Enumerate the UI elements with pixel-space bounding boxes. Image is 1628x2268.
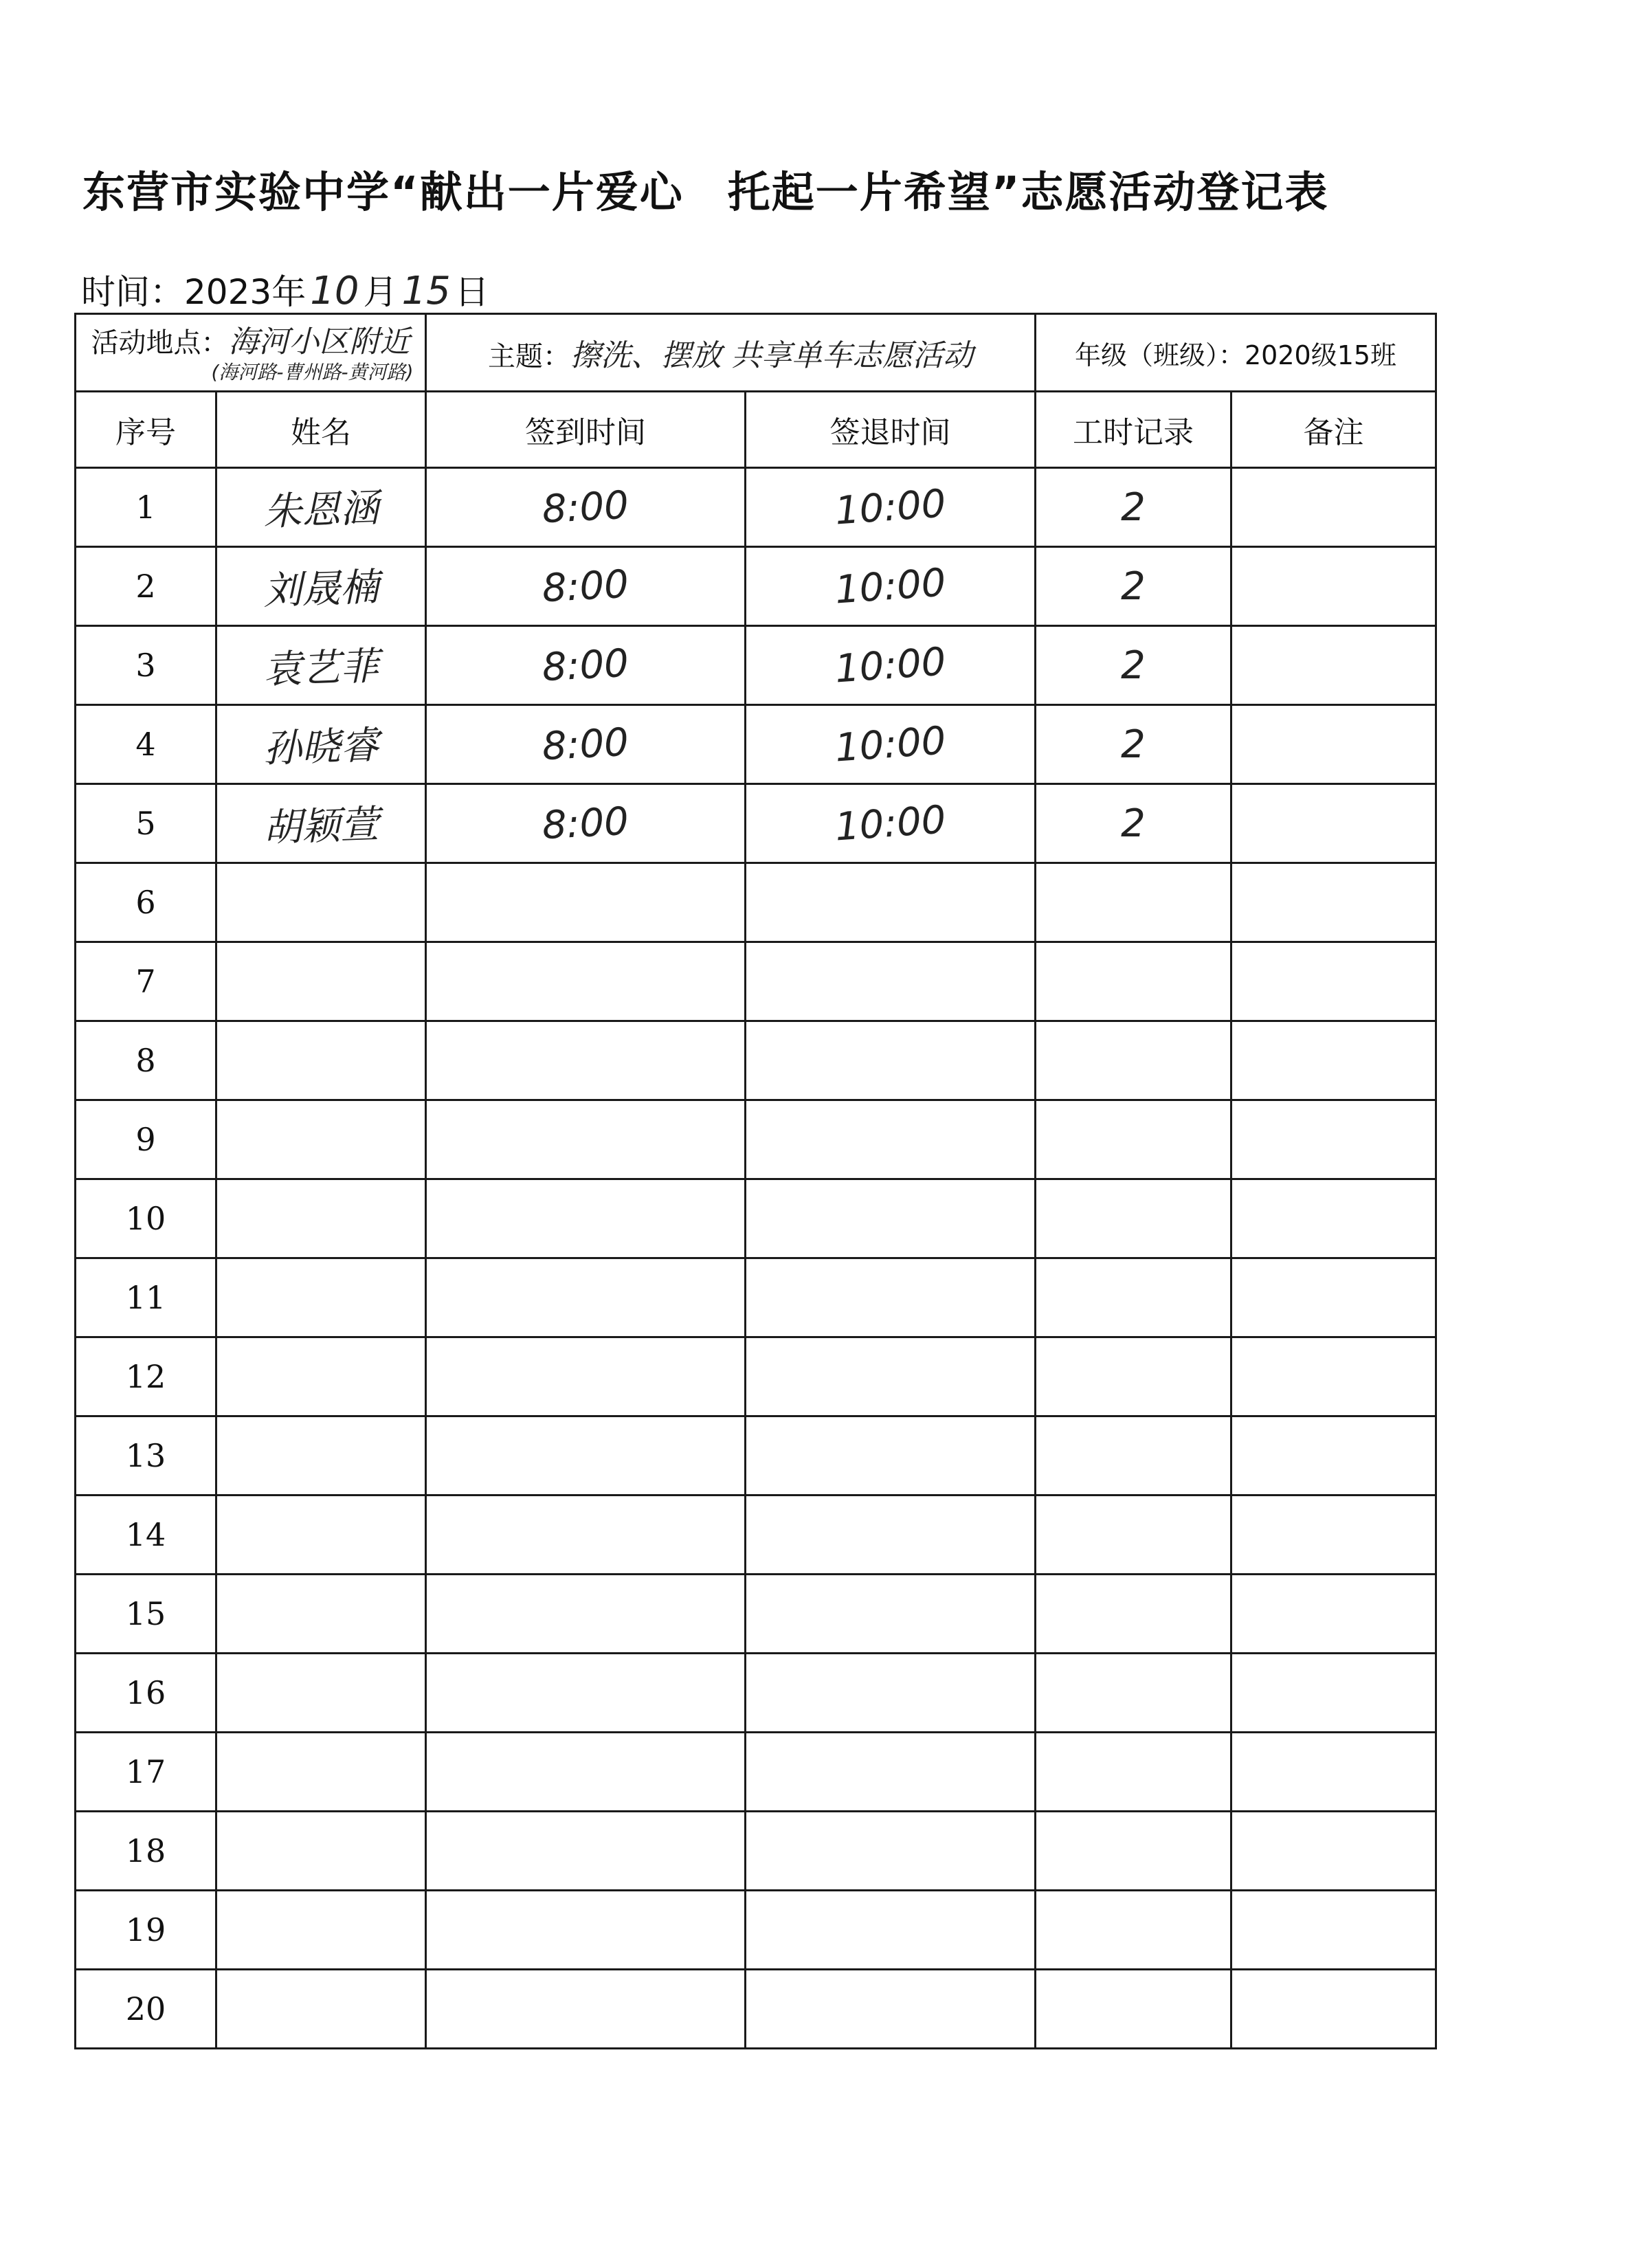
note-cell xyxy=(1231,784,1436,863)
checkout-time: 10:00 xyxy=(833,718,948,771)
row-number: 14 xyxy=(125,1516,166,1553)
col-header-checkout: 签退时间 xyxy=(746,392,1036,468)
work-hours-cell xyxy=(1036,1179,1231,1258)
date-year: 2023年 xyxy=(184,272,306,312)
checkout-time-cell xyxy=(746,1654,1036,1733)
checkout-time: 10:00 xyxy=(833,480,948,534)
date-line xyxy=(81,265,489,314)
work-hours-cell xyxy=(1036,1496,1231,1575)
topic-label: 主题： xyxy=(488,341,570,373)
note-cell xyxy=(1231,1733,1436,1812)
table-row xyxy=(76,1970,1436,2049)
volunteer-name-cell xyxy=(216,705,426,784)
topic-value: 擦洗、摆放 共享单车志愿活动 xyxy=(570,338,973,373)
note-cell xyxy=(1231,1021,1436,1100)
row-number-cell xyxy=(76,547,216,626)
checkin-time-cell xyxy=(426,1179,746,1258)
work-hours-cell xyxy=(1036,705,1231,784)
volunteer-name-cell xyxy=(216,1100,426,1179)
row-number-cell xyxy=(76,1021,216,1100)
row-number-cell xyxy=(76,626,216,705)
note-cell xyxy=(1231,1416,1436,1496)
date-label: 时间： xyxy=(81,272,184,312)
checkin-time-cell xyxy=(426,1258,746,1337)
table-row xyxy=(76,547,1436,626)
table-row xyxy=(76,863,1436,942)
volunteer-name: 刘晟楠 xyxy=(263,565,380,614)
table-row xyxy=(76,1021,1436,1100)
checkout-time-cell xyxy=(746,1575,1036,1654)
location-label: 活动地点： xyxy=(91,326,229,359)
volunteer-name-cell xyxy=(216,1891,426,1970)
note-cell xyxy=(1231,1812,1436,1891)
checkout-time-cell xyxy=(746,1416,1036,1496)
note-cell xyxy=(1231,863,1436,942)
info-row xyxy=(76,314,1436,392)
col-header-hours: 工时记录 xyxy=(1036,392,1231,468)
checkout-time-cell xyxy=(746,1258,1036,1337)
table-row xyxy=(76,626,1436,705)
col-header-notes: 备注 xyxy=(1231,392,1436,468)
note-cell xyxy=(1231,705,1436,784)
table-row xyxy=(76,942,1436,1021)
volunteer-name-cell xyxy=(216,626,426,705)
table-row xyxy=(76,1416,1436,1496)
checkin-time-cell xyxy=(426,1654,746,1733)
work-hours-cell xyxy=(1036,1258,1231,1337)
date-day-handwritten: 15 xyxy=(401,269,451,313)
checkin-time-cell xyxy=(426,547,746,626)
col-header-checkin: 签到时间 xyxy=(426,392,746,468)
checkout-time-cell xyxy=(746,942,1036,1021)
volunteer-name: 胡颖萱 xyxy=(263,802,380,851)
topic-cell xyxy=(426,314,1036,392)
checkout-time-cell xyxy=(746,1021,1036,1100)
row-number: 8 xyxy=(135,1042,156,1079)
work-hours-cell xyxy=(1036,1654,1231,1733)
checkout-time-cell xyxy=(746,468,1036,547)
row-number: 6 xyxy=(135,884,156,921)
table-row xyxy=(76,1891,1436,1970)
row-number-cell xyxy=(76,1179,216,1258)
volunteer-name-cell xyxy=(216,1496,426,1575)
col-header-name: 姓名 xyxy=(216,392,426,468)
row-number-cell xyxy=(76,942,216,1021)
volunteer-name-cell xyxy=(216,1337,426,1416)
checkin-time-cell xyxy=(426,1021,746,1100)
note-cell xyxy=(1231,1891,1436,1970)
checkin-time-cell xyxy=(426,626,746,705)
table-row xyxy=(76,1654,1436,1733)
row-number: 10 xyxy=(125,1200,166,1237)
row-number: 9 xyxy=(135,1121,156,1158)
row-number-cell xyxy=(76,705,216,784)
date-day-unit: 日 xyxy=(454,272,489,312)
checkin-time-cell xyxy=(426,468,746,547)
checkout-time-cell xyxy=(746,1337,1036,1416)
note-cell xyxy=(1231,1179,1436,1258)
row-number: 1 xyxy=(135,489,156,526)
checkin-time-cell xyxy=(426,942,746,1021)
note-cell xyxy=(1231,1100,1436,1179)
note-cell xyxy=(1231,547,1436,626)
header-row xyxy=(76,392,1436,468)
volunteer-name-cell xyxy=(216,1021,426,1100)
checkout-time-cell xyxy=(746,1100,1036,1179)
table-row xyxy=(76,1733,1436,1812)
volunteer-name-cell xyxy=(216,863,426,942)
checkin-time: 8:00 xyxy=(541,562,630,611)
row-number: 18 xyxy=(125,1832,166,1869)
volunteer-name-cell xyxy=(216,1733,426,1812)
work-hours-cell xyxy=(1036,1891,1231,1970)
volunteer-name: 袁艺菲 xyxy=(263,644,380,693)
table-row xyxy=(76,705,1436,784)
volunteer-name-cell xyxy=(216,1179,426,1258)
row-number-cell xyxy=(76,468,216,547)
checkout-time: 10:00 xyxy=(833,797,948,850)
checkout-time-cell xyxy=(746,863,1036,942)
row-number-cell xyxy=(76,1812,216,1891)
row-number: 17 xyxy=(125,1753,166,1790)
checkout-time-cell xyxy=(746,705,1036,784)
work-hours-cell xyxy=(1036,1812,1231,1891)
row-number: 13 xyxy=(125,1437,166,1474)
checkin-time-cell xyxy=(426,863,746,942)
row-number: 2 xyxy=(135,568,156,605)
row-number: 5 xyxy=(135,805,156,842)
work-hours: 2 xyxy=(1121,722,1146,767)
checkin-time-cell xyxy=(426,1337,746,1416)
row-number-cell xyxy=(76,1337,216,1416)
checkout-time-cell xyxy=(746,1891,1036,1970)
checkin-time: 8:00 xyxy=(541,641,630,690)
work-hours: 2 xyxy=(1121,564,1146,609)
row-number-cell xyxy=(76,1100,216,1179)
volunteer-name-cell xyxy=(216,1416,426,1496)
work-hours: 2 xyxy=(1121,485,1146,530)
checkout-time-cell xyxy=(746,1812,1036,1891)
work-hours-cell xyxy=(1036,1100,1231,1179)
row-number: 20 xyxy=(125,1990,166,2027)
row-number-cell xyxy=(76,1575,216,1654)
volunteer-name-cell xyxy=(216,1970,426,2049)
note-cell xyxy=(1231,1496,1436,1575)
row-number-cell xyxy=(76,1496,216,1575)
volunteer-name: 朱恩涵 xyxy=(263,486,380,535)
row-number: 4 xyxy=(135,726,156,763)
work-hours-cell xyxy=(1036,784,1231,863)
grade-value: 2020级15班 xyxy=(1244,340,1397,370)
volunteer-name-cell xyxy=(216,468,426,547)
row-number: 12 xyxy=(125,1358,166,1395)
checkout-time-cell xyxy=(746,1733,1036,1812)
table-row xyxy=(76,1100,1436,1179)
table-row xyxy=(76,468,1436,547)
row-number-cell xyxy=(76,1970,216,2049)
checkin-time: 8:00 xyxy=(541,482,630,532)
row-number-cell xyxy=(76,1416,216,1496)
row-number: 15 xyxy=(125,1595,166,1632)
table-row xyxy=(76,1179,1436,1258)
checkin-time-cell xyxy=(426,1100,746,1179)
work-hours-cell xyxy=(1036,1021,1231,1100)
checkout-time-cell xyxy=(746,1496,1036,1575)
checkin-time-cell xyxy=(426,1812,746,1891)
checkout-time-cell xyxy=(746,1970,1036,2049)
checkin-time-cell xyxy=(426,1416,746,1496)
registration-table xyxy=(74,313,1437,2049)
work-hours-cell xyxy=(1036,1416,1231,1496)
grade-label: 年级（班级）： xyxy=(1074,340,1245,370)
row-number-cell xyxy=(76,1891,216,1970)
date-month-unit: 月 xyxy=(363,272,398,312)
checkin-time-cell xyxy=(426,784,746,863)
checkout-time: 10:00 xyxy=(833,638,948,692)
row-number: 7 xyxy=(135,963,156,1000)
table-row xyxy=(76,1258,1436,1337)
volunteer-name-cell xyxy=(216,547,426,626)
work-hours-cell xyxy=(1036,863,1231,942)
work-hours: 2 xyxy=(1121,643,1146,688)
table-row xyxy=(76,1337,1436,1416)
row-number: 19 xyxy=(125,1911,166,1948)
row-number: 16 xyxy=(125,1674,166,1711)
row-number: 3 xyxy=(135,647,156,684)
table-row xyxy=(76,1575,1436,1654)
volunteer-name-cell xyxy=(216,1258,426,1337)
volunteer-name-cell xyxy=(216,1812,426,1891)
row-number-cell xyxy=(76,1654,216,1733)
note-cell xyxy=(1231,1337,1436,1416)
date-month-handwritten: 10 xyxy=(310,269,359,313)
row-number-cell xyxy=(76,784,216,863)
location-detail: (海河路-曹州路-黄河路) xyxy=(211,360,414,383)
checkin-time-cell xyxy=(426,1496,746,1575)
checkin-time-cell xyxy=(426,1891,746,1970)
table-row xyxy=(76,784,1436,863)
row-number: 11 xyxy=(125,1279,166,1316)
work-hours-cell xyxy=(1036,942,1231,1021)
note-cell xyxy=(1231,1654,1436,1733)
checkin-time-cell xyxy=(426,1970,746,2049)
checkout-time-cell xyxy=(746,784,1036,863)
work-hours-cell xyxy=(1036,1733,1231,1812)
checkout-time-cell xyxy=(746,626,1036,705)
location-value: 海河小区附近 xyxy=(228,324,410,359)
location-cell xyxy=(76,314,426,392)
volunteer-name-cell xyxy=(216,784,426,863)
note-cell xyxy=(1231,1575,1436,1654)
checkin-time-cell xyxy=(426,1733,746,1812)
checkin-time: 8:00 xyxy=(541,720,630,769)
note-cell xyxy=(1231,626,1436,705)
checkout-time-cell xyxy=(746,547,1036,626)
work-hours: 2 xyxy=(1121,801,1146,846)
col-header-number: 序号 xyxy=(76,392,216,468)
work-hours-cell xyxy=(1036,1337,1231,1416)
grade-cell xyxy=(1036,314,1436,392)
note-cell xyxy=(1231,1258,1436,1337)
checkout-time: 10:00 xyxy=(833,559,948,613)
row-number-cell xyxy=(76,1258,216,1337)
checkin-time: 8:00 xyxy=(541,799,630,848)
table-row xyxy=(76,1812,1436,1891)
volunteer-name-cell xyxy=(216,1575,426,1654)
note-cell xyxy=(1231,1970,1436,2049)
form-title: 东营市实验中学“献出一片爱心 托起一片希望”志愿活动登记表 xyxy=(82,167,1329,217)
work-hours-cell xyxy=(1036,468,1231,547)
volunteer-name-cell xyxy=(216,1654,426,1733)
note-cell xyxy=(1231,468,1436,547)
row-number-cell xyxy=(76,863,216,942)
table-row xyxy=(76,1496,1436,1575)
checkout-time-cell xyxy=(746,1179,1036,1258)
work-hours-cell xyxy=(1036,547,1231,626)
work-hours-cell xyxy=(1036,626,1231,705)
note-cell xyxy=(1231,942,1436,1021)
work-hours-cell xyxy=(1036,1970,1231,2049)
checkin-time-cell xyxy=(426,1575,746,1654)
volunteer-name-cell xyxy=(216,942,426,1021)
row-number-cell xyxy=(76,1733,216,1812)
work-hours-cell xyxy=(1036,1575,1231,1654)
checkin-time-cell xyxy=(426,705,746,784)
volunteer-name: 孙晓睿 xyxy=(263,723,380,772)
